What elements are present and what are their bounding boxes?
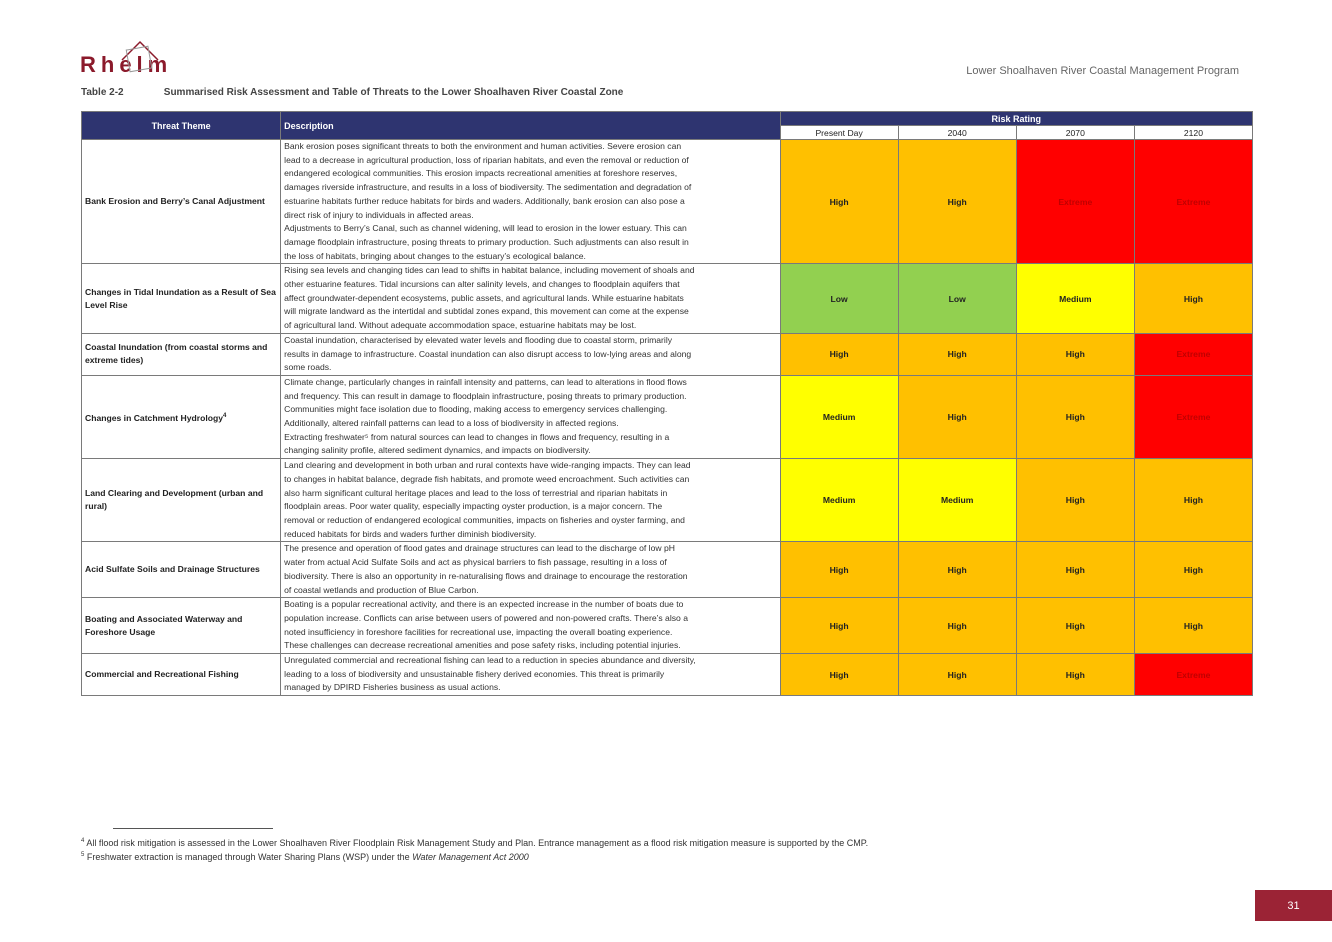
footnote-text: Freshwater extraction is managed through Water Sharing Plans (WSP) under the (86, 852, 413, 862)
table-number: Table 2-2 (81, 87, 124, 98)
risk-rating-cell: High (1016, 333, 1134, 375)
risk-rating-cell: High (1016, 459, 1134, 542)
footnote-ref[interactable]: 4 (223, 412, 227, 419)
description-line: Additionally, altered rainfall patterns can lead to a loss of biodiversity in affected regions. (284, 418, 619, 429)
description-line: Coastal inundation, characterised by elevated water levels and flooding due to coastal storm, primarily (284, 334, 673, 345)
description-line: endangered ecological communities. This erosion impacts recreational amenities at foreshore reserves, (284, 168, 678, 179)
threat-row (82, 264, 1253, 334)
description-line: also harm significant cultural heritage places and lead to the loss of terrestrial and riparian habitats in (284, 487, 668, 498)
footnote-mark: 5 (81, 852, 85, 858)
risk-rating-cell: High (780, 654, 898, 696)
description-line: Extracting freshwater⁵ from natural sources can lead to changes in flows and frequency, resulting in a (284, 431, 670, 442)
threat-theme-cell (82, 542, 281, 598)
threat-description (281, 333, 780, 375)
threat-row (82, 140, 1253, 264)
footnote-4 (81, 838, 868, 848)
risk-rating-cell: High (1134, 542, 1252, 598)
description-line: Adjustments to Berry’s Canal, such as channel widening, will lead to erosion in the lower estuary. This can (284, 223, 687, 234)
risk-rating-cell: Low (780, 264, 898, 334)
risk-rating-cell: Extreme (1016, 140, 1134, 264)
header-period: 2040 (898, 126, 1016, 140)
header-threat-theme: Threat Theme (82, 112, 281, 140)
threat-row (82, 459, 1253, 542)
description-line: results in damage to infrastructure. Coastal inundation can also disrupt access to low-lying areas and along (284, 348, 692, 359)
risk-rating-cell: High (780, 140, 898, 264)
risk-rating-cell: High (1134, 264, 1252, 334)
footnote-5 (81, 852, 529, 862)
description-line: Communities might face isolation due to flooding, making access to emergency services challenging. (284, 404, 668, 415)
description-line: will migrate landward as the intertidal and subtidal zones expand, this movement can come at the expense (284, 306, 689, 317)
risk-rating-cell: High (780, 542, 898, 598)
threat-theme-cell (82, 598, 281, 654)
threat-theme: Land Clearing and Development (urban and rural) (85, 488, 264, 512)
threat-row (82, 598, 1253, 654)
footnote-mark: 4 (81, 838, 85, 844)
risk-rating-cell: Medium (898, 459, 1016, 542)
description-line: removal or reduction of endangered ecological communities, impacts on fisheries and oyster farming, and (284, 514, 685, 525)
threat-theme: Coastal Inundation (from coastal storms and extreme tides) (85, 342, 268, 366)
risk-rating-cell: Medium (780, 375, 898, 458)
threat-row (82, 654, 1253, 696)
description-line: of coastal wetlands and production of Blue Carbon. (284, 584, 479, 595)
footnote-act-title: Water Management Act 2000 (412, 852, 529, 862)
risk-rating-cell: High (898, 654, 1016, 696)
risk-table-body (82, 140, 1253, 696)
description-line: of agricultural land. Without adequate accommodation space, estuarine habitats may be lost. (284, 320, 637, 331)
description-line: and frequency. This can result in damage to floodplain infrastructure, posing threats to primary production. (284, 390, 687, 401)
page-number: 31 (1255, 890, 1332, 921)
description-line: Land clearing and development in both urban and rural contexts have wide-ranging impacts. They can lead (284, 460, 691, 471)
risk-rating-cell: High (1016, 598, 1134, 654)
description-line: population increase. Conflicts can arise between users of powered and non-powered crafts. There’s also a (284, 612, 688, 623)
header-description: Description (281, 112, 780, 140)
threat-description (281, 375, 780, 458)
threat-theme-cell (82, 654, 281, 696)
risk-table (81, 111, 1253, 696)
risk-rating-cell: High (1016, 375, 1134, 458)
threat-theme: Changes in Tidal Inundation as a Result of Sea Level Rise (85, 286, 276, 310)
threat-description (281, 264, 780, 334)
risk-rating-cell: High (898, 375, 1016, 458)
threat-description (281, 542, 780, 598)
table-title: Summarised Risk Assessment and Table of Threats to the Lower Shoalhaven River Coastal Zone (163, 87, 624, 98)
description-line: changing salinity profile, altered sediment dynamics, and impacts on biodiversity. (284, 445, 591, 456)
description-line: estuarine habitats further reduce habitats for birds and waders. Additionally, bank erosion can also pose a (284, 195, 685, 206)
threat-row (82, 333, 1253, 375)
threat-theme: Boating and Associated Waterway and Foreshore Usage (85, 613, 243, 637)
description-line: the loss of habitats, bringing about changes to the estuary’s ecological balance. (284, 250, 586, 261)
risk-rating-cell: High (1016, 542, 1134, 598)
description-line: managed by DPIRD Fisheries business as usual actions. (284, 682, 501, 693)
description-line: biodiversity. There is also an opportunity in re-naturalising flows and drainage to encourage the restoration (284, 570, 688, 581)
logo-house-icon (120, 38, 170, 78)
logo-text: Rhelm (80, 52, 173, 77)
description-line: affect groundwater-dependent ecosystems, public assets, and agricultural lands. While estuarine habitats (284, 292, 684, 303)
threat-theme-cell (82, 375, 281, 458)
threat-row (82, 375, 1253, 458)
description-line: These challenges can decrease recreational amenities and pose safety risks, including potential injuries. (284, 640, 681, 651)
description-line: Climate change, particularly changes in rainfall intensity and patterns, can lead to alterations in flood flows (284, 376, 687, 387)
threat-row (82, 542, 1253, 598)
risk-rating-cell: Medium (780, 459, 898, 542)
risk-rating-cell: Extreme (1134, 140, 1252, 264)
description-line: damages riverside infrastructure, and results in a loss of biodiversity. The sedimentation and degradation of (284, 182, 692, 193)
threat-description (281, 598, 780, 654)
description-line: Unregulated commercial and recreational fishing can lead to a reduction in species abundance and diversity, (284, 655, 696, 666)
description-line: leading to a loss of biodiversity and unsustainable fishery derived economies. This threat is primarily (284, 668, 665, 679)
risk-rating-cell: High (1134, 598, 1252, 654)
threat-description (281, 459, 780, 542)
risk-rating-cell: Extreme (1134, 375, 1252, 458)
description-line: Bank erosion poses significant threats to both the environment and human activities. Severe erosion can (284, 141, 682, 151)
risk-rating-cell: High (780, 333, 898, 375)
description-line: direct risk of injury to individuals in affected areas. (284, 209, 474, 220)
threat-theme: Commercial and Recreational Fishing (85, 669, 239, 680)
description-line: damage floodplain infrastructure, posing threats to primary production. Such adjustments can also result in (284, 236, 689, 247)
description-line: reduced habitats for birds and waders further diminish biodiversity. (284, 528, 537, 539)
description-line: floodplain areas. Poor water quality, especially impacting oyster production, is a major concern. The (284, 501, 663, 512)
footnote-text: All flood risk mitigation is assessed in the Lower Shoalhaven River Floodplain Risk Management Study and Plan. Entrance management as a flood risk mitigation measure is supported by the CMP. (86, 838, 869, 848)
description-line: noted insufficiency in foreshore facilities for recreational use, impacting the overall boating experience. (284, 626, 673, 637)
threat-description (281, 140, 780, 264)
description-line: The presence and operation of flood gates and drainage structures can lead to the discharge of low pH (284, 543, 675, 554)
header-period: 2120 (1134, 126, 1252, 140)
risk-rating-cell: Low (898, 264, 1016, 334)
header-period: Present Day (780, 126, 898, 140)
risk-rating-cell: High (898, 542, 1016, 598)
risk-rating-cell: High (898, 333, 1016, 375)
risk-rating-cell: High (898, 598, 1016, 654)
description-line: Rising sea levels and changing tides can lead to shifts in habitat balance, including movement of shoals and (284, 265, 695, 276)
risk-rating-cell: Extreme (1134, 333, 1252, 375)
description-line: lead to a decrease in agricultural production, loss of riparian habitats, and even the removal or reduction of (284, 154, 689, 165)
threat-theme-cell (82, 140, 281, 264)
risk-rating-cell: High (1134, 459, 1252, 542)
threat-theme: Bank Erosion and Berry’s Canal Adjustment (85, 196, 265, 207)
description-line: water from actual Acid Sulfate Soils and act as physical barriers to fish passage, resulting in a loss of (284, 557, 667, 568)
description-line: other estuarine features. Tidal incursions can alter salinity levels, and changes to floodplain aquifers that (284, 279, 680, 290)
program-title: Lower Shoalhaven River Coastal Management Program (966, 65, 1239, 77)
risk-rating-cell: Medium (1016, 264, 1134, 334)
description-line: some roads. (284, 362, 332, 373)
threat-theme: Changes in Catchment Hydrology (85, 412, 223, 423)
threat-description (281, 654, 780, 696)
description-line: Boating is a popular recreational activity, and there is an expected increase in the number of boats due to (284, 599, 684, 610)
threat-theme-cell (82, 459, 281, 542)
risk-rating-cell: High (1016, 654, 1134, 696)
table-caption (81, 87, 623, 98)
threat-theme: Acid Sulfate Soils and Drainage Structures (85, 564, 260, 575)
threat-theme-cell (82, 333, 281, 375)
header-risk-rating: Risk Rating (780, 112, 1252, 126)
description-line: to changes in habitat balance, degrade fish habitats, and promote weed encroachment. Such activities can (284, 473, 690, 484)
risk-rating-cell: High (898, 140, 1016, 264)
risk-rating-cell: Extreme (1134, 654, 1252, 696)
risk-rating-cell: High (780, 598, 898, 654)
threat-theme-cell (82, 264, 281, 334)
footnote-divider (113, 828, 273, 829)
rhelm-logo (80, 38, 200, 82)
header-period: 2070 (1016, 126, 1134, 140)
